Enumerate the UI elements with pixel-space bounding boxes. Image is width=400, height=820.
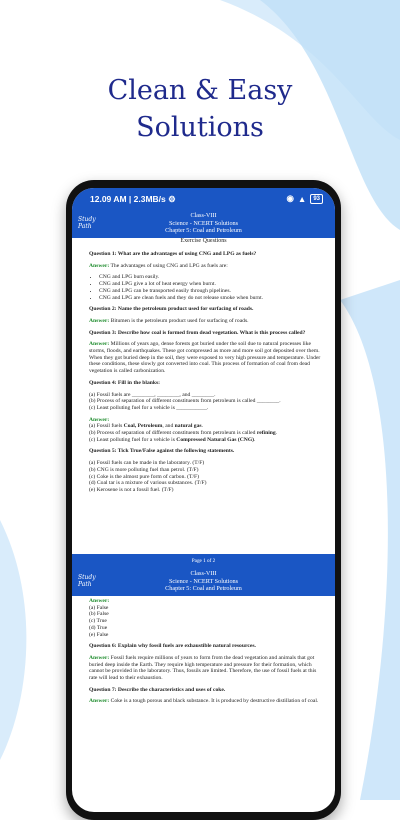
page-header: [72, 210, 335, 238]
list-item: • CNG and LPG are clean fuels and they do not release smoke when burnt.: [99, 295, 321, 302]
list-item: • CNG and LPG give a lot of heat energy when burnt.: [99, 281, 321, 288]
answer-label: Answer:: [89, 262, 110, 269]
answer-2: [89, 318, 321, 325]
true-false-items: [89, 460, 321, 494]
answer-4b-text: (b) Process of separation of different constituents from petroleum is called: [89, 430, 257, 437]
list-item: (e) False: [89, 631, 109, 638]
list-item: (b) CNG is more polluting fuel than petrol. (T/F): [89, 466, 199, 473]
phone-screen: [72, 188, 335, 812]
answer-4b-bold: refining: [256, 430, 276, 437]
battery-icon: 93: [310, 194, 323, 204]
blank-a: (a) Fossil fuels are ________, ________, and ________.: [89, 391, 216, 398]
answer-label: Answer:: [89, 698, 110, 705]
chapter-label: Chapter 5: Coal and Petroleum: [165, 227, 242, 234]
list-item: (a) Fossil fuels can be made in the laboratory. (T/F): [89, 460, 205, 467]
headline-line1: Clean & Easy: [107, 75, 293, 106]
answer-label: Answer:: [89, 416, 110, 423]
class-label: Class-VIII: [190, 212, 217, 219]
list-item: • CNG and LPG burn easily.: [99, 274, 321, 281]
answer-4c-text: (c) Least polluting fuel for a vehicle is: [89, 436, 177, 443]
answer-6-text: Fossil fuels require millions of years to form from the dead vegetation and animals that got buried deep inside the Earth. They require high temperature and pressure for their formation, which cannot be provided in the laboratory. Thus, fossils are limited. Therefore, the use of fossil fuels at this rate will lead to their exhaustion.: [89, 654, 317, 682]
question-4: Question 4: Fill in the blanks:: [89, 379, 161, 386]
exercise-heading: Exercise Questions: [180, 238, 227, 244]
list-item: (d) True: [89, 624, 108, 631]
question-1: Question 1: What are the advantages of using CNG and LPG as fuels?: [89, 251, 257, 257]
blank-c: (c) Least polluting fuel for a vehicle is ___________.: [89, 404, 209, 411]
headline: [0, 72, 400, 146]
list-item: (c) Coke is the almost pure form of carbon. (T/F): [89, 473, 199, 480]
answer-4b: [89, 430, 321, 437]
answer-4a-bold2: natural gas: [174, 423, 202, 430]
list-item: (c) True: [89, 618, 107, 625]
wifi-icon: ◉: [286, 193, 294, 203]
list-item: (e) Kerosene is not a fossil fuel. (T/F): [89, 486, 174, 493]
list-item: (b) False: [89, 611, 109, 618]
answer-3: [89, 341, 321, 375]
answer-4a-bold1: Coal, Petroleum: [123, 423, 163, 430]
answer-2-text: Bitumen is the petroleum product used for surfacing of roads.: [110, 317, 249, 324]
answer-7-text: Coke is a tough porous and black substance. It is produced by destructive distillation of coal.: [110, 698, 319, 705]
answer-1: [89, 263, 321, 270]
list-item: (d) Coal tar is a mixture of various substances. (T/F): [89, 480, 207, 487]
answer-4a-mid: , and: [162, 423, 175, 430]
answer-7: [89, 698, 321, 705]
answer-label: Answer:: [89, 598, 110, 604]
class-label: Class-VIII: [190, 570, 217, 577]
answer-label: Answer:: [89, 317, 110, 324]
answer-5: [89, 598, 321, 638]
question-5: Question 5: Tick True/False against the following statements.: [89, 448, 235, 455]
fill-blanks: [89, 392, 321, 412]
answer-4c-end: .: [254, 436, 256, 443]
blank-b: (b) Process of separation of different constituents from petroleum is called ________.: [89, 398, 281, 405]
answer-4: [89, 417, 321, 444]
answer-1-intro: The advantages of using CNG and LPG as fuels are:: [110, 262, 228, 269]
chapter-label: Chapter 5: Coal and Petroleum: [165, 585, 242, 592]
headline-line2: Solutions: [136, 112, 264, 143]
question-3: Question 3: Describe how coal is formed from dead vegetation. What is this process called?: [89, 329, 306, 336]
list-item: (a) False: [89, 604, 109, 611]
answer-1-list: [89, 274, 321, 301]
answer-4c-bold: Compressed Natural Gas (CNG): [176, 436, 255, 443]
answer-4c: [89, 437, 321, 444]
question-2: Question 2: Name the petroleum product used for surfacing of roads.: [89, 306, 254, 313]
subject-label: Science - NCERT Solutions: [168, 219, 239, 227]
page-footer: Page 1 of 2: [72, 554, 335, 568]
answer-6: [89, 655, 321, 682]
status-bar: [72, 188, 335, 210]
answer-label: Answer:: [89, 341, 110, 348]
study-path-logo: Study Path: [78, 216, 96, 230]
question-7: Question 7: Describe the characteristics and uses of coke.: [89, 686, 226, 693]
status-icons: [286, 193, 323, 204]
page-2-content: [89, 598, 321, 710]
phone-frame: [66, 180, 341, 820]
list-item: • CNG and LPG can be transported easily through pipelines.: [99, 288, 321, 295]
answer-3-text: Millions of years ago, dense forests got buried under the soil due to natural processes like storms, floods, and earthquakes. These got compressed as more and more soil got deposited over them. When they got buried deep in the soil, they were exposed to very high pressure and temperature. Under these conditions, these slowly got converted into coal. This process of formation of coal from dead vegetation is called carbonization.: [89, 341, 321, 375]
answer-4a-end: .: [201, 423, 203, 430]
page-header-2: [72, 568, 335, 596]
signal-icon: ▲: [297, 193, 307, 204]
question-6: Question 6: Explain why fossil fuels are exhaustible natural resources.: [89, 643, 256, 650]
study-path-logo: Study Path: [78, 574, 96, 588]
answer-4b-end: .: [275, 430, 278, 437]
subject-label: Science - NCERT Solutions: [168, 577, 239, 585]
status-time: 12.09 AM | 2.3MB/s ⚙: [90, 194, 176, 204]
answer-4a-text: (a) Fossil fuels: [89, 423, 124, 430]
page-1-content: [89, 246, 321, 499]
answer-label: Answer:: [89, 654, 110, 661]
